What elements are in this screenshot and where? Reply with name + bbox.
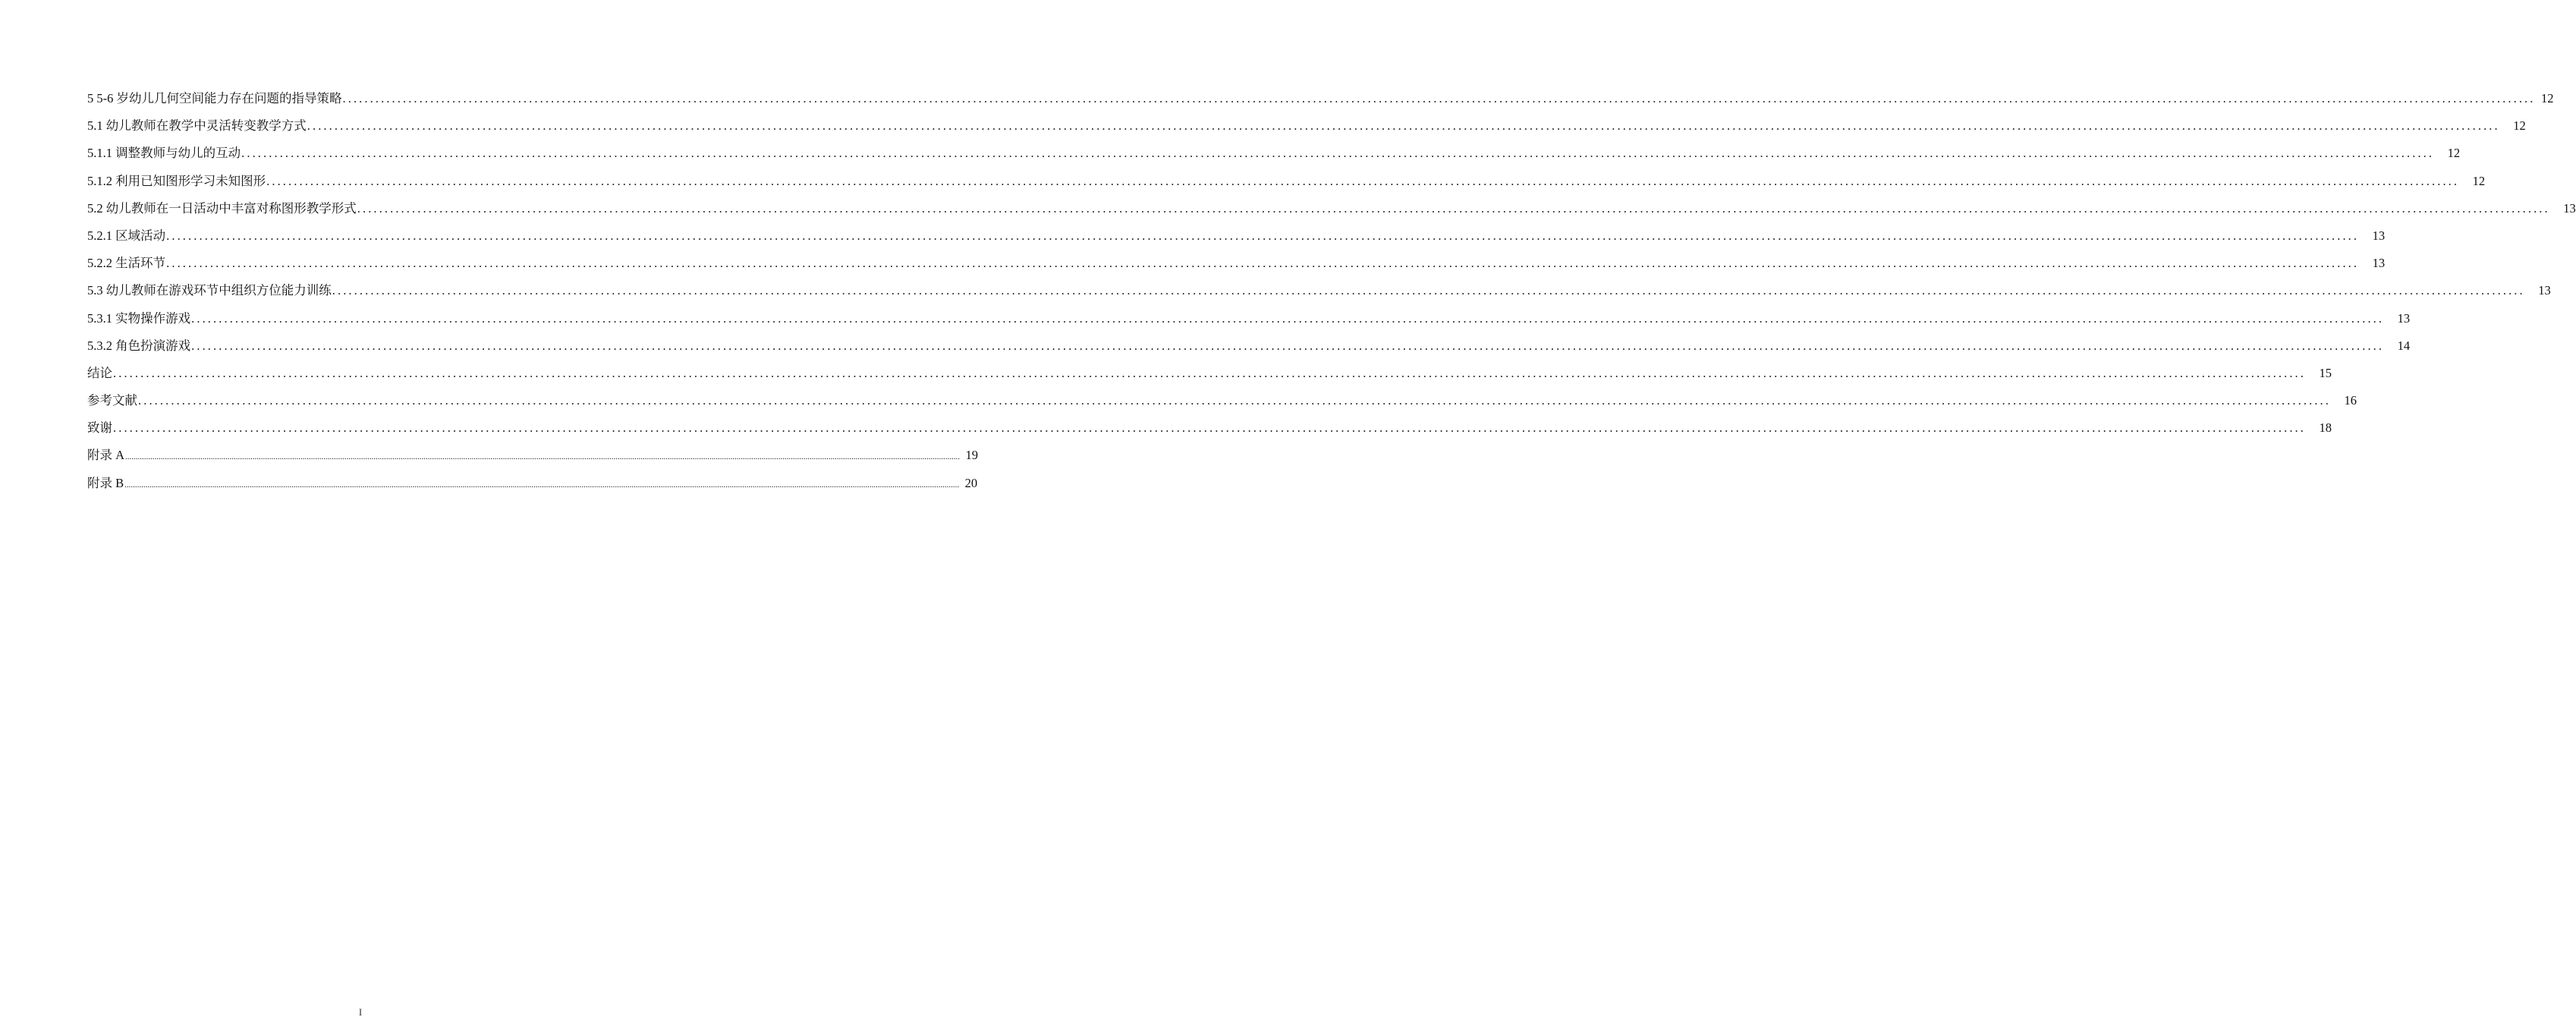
toc-entry-page-number: 13	[2563, 200, 2576, 216]
toc-leader-dots: ................................................................................................................................................................................................................................................................................................................................................................................................................	[138, 393, 2331, 408]
toc-leader-dots: ................................................................................................................................................................................................................................................................................................................................................................................................................	[357, 200, 2550, 216]
toc-entry[interactable]	[87, 144, 2461, 172]
toc-entry-title: 结论	[87, 365, 112, 380]
toc-leader-dots: ................................................................................................................................................................................................................................................................................................................................................................................................................	[125, 452, 961, 462]
toc-entry-page-number: 13	[2372, 228, 2386, 243]
toc-leader-dots: ................................................................................................................................................................................................................................................................................................................................................................................................................	[113, 365, 2306, 380]
toc-leader-dots: ................................................................................................................................................................................................................................................................................................................................................................................................................	[307, 118, 2500, 134]
toc-entry-page-number: 12	[2447, 146, 2461, 161]
toc-entry-page-number: 15	[2319, 365, 2332, 380]
toc-entry[interactable]	[87, 117, 2526, 144]
toc-leader-dots: ................................................................................................................................................................................................................................................................................................................................................................................................................	[124, 480, 960, 490]
toc-entry-page-number: 14	[2397, 338, 2411, 353]
toc-entry[interactable]	[87, 392, 2357, 419]
toc-leader-dots: ................................................................................................................................................................................................................................................................................................................................................................................................................	[266, 173, 2460, 188]
toc-entry[interactable]	[87, 172, 2486, 200]
toc-entry[interactable]	[87, 364, 2332, 392]
toc-entry-title: 5.3.1 实物操作游戏	[87, 310, 191, 326]
toc-entry[interactable]	[87, 446, 979, 474]
toc-entry[interactable]	[87, 474, 978, 502]
toc-entry-title: 致谢	[87, 420, 112, 436]
toc-entry-title: 5.1 幼儿教师在教学中灵活转变教学方式	[87, 118, 307, 134]
toc-entry-title: 5.1.2 利用已知图形学习未知图形	[87, 173, 266, 188]
toc-entry-title: 5 5-6 岁幼儿几何空间能力存在问题的指导策略	[87, 91, 342, 105]
toc-entry-page-number: 13	[2397, 310, 2411, 326]
toc-leader-dots: ................................................................................................................................................................................................................................................................................................................................................................................................................	[332, 283, 2525, 298]
toc-entry[interactable]	[87, 337, 2411, 364]
toc-entry-page-number: 13	[2372, 256, 2386, 271]
toc-entry-page-number: 19	[965, 448, 979, 463]
toc-leader-dots: ................................................................................................................................................................................................................................................................................................................................................................................................................	[166, 228, 2360, 243]
toc-entry-title: 参考文献	[87, 393, 137, 408]
toc-entry[interactable]	[87, 419, 2332, 446]
toc-entry-page-number: 12	[2472, 173, 2486, 188]
toc-leader-dots: ................................................................................................................................................................................................................................................................................................................................................................................................................	[113, 420, 2306, 436]
toc-entry-title: 5.2.2 生活环节	[87, 256, 166, 271]
toc-entry[interactable]	[87, 227, 2386, 254]
toc-entry-title: 5.3 幼儿教师在游戏环节中组织方位能力训练	[87, 283, 332, 298]
toc-entry-title: 5.2.1 区域活动	[87, 228, 166, 243]
page-footer-number: I	[358, 1006, 363, 1018]
toc-entry-page-number: 18	[2319, 420, 2332, 436]
toc-entry[interactable]	[87, 310, 2411, 337]
toc-entry-title: 5.1.1 调整教师与幼儿的互动	[87, 146, 241, 161]
toc-leader-dots: ................................................................................................................................................................................................................................................................................................................................................................................................................	[241, 146, 2435, 161]
toc-entry[interactable]	[87, 254, 2386, 282]
toc-leader-dots: ................................................................................................................................................................................................................................................................................................................................................................................................................	[342, 91, 2536, 105]
toc-entry-title: 5.3.2 角色扮演游戏	[87, 338, 191, 353]
toc-entry-page-number: 20	[964, 475, 978, 490]
toc-leader-dots: ................................................................................................................................................................................................................................................................................................................................................................................................................	[191, 338, 2385, 353]
toc-leader-dots: ................................................................................................................................................................................................................................................................................................................................................................................................................	[166, 256, 2360, 271]
toc-entry-page-number: 13	[2538, 283, 2551, 298]
toc-entry[interactable]	[87, 282, 2551, 309]
toc-entry-title: 5.2 幼儿教师在一日活动中丰富对称图形教学形式	[87, 200, 357, 216]
toc-entry[interactable]	[87, 90, 2554, 117]
toc-entry-title: 附录 A	[87, 448, 125, 463]
toc-entry-title: 附录 B	[87, 475, 124, 490]
toc-entry-page-number: 12	[2513, 118, 2526, 134]
toc-entry-page-number: 16	[2344, 393, 2357, 408]
table-of-contents	[87, 90, 2576, 502]
toc-entry-page-number: 12	[2541, 91, 2554, 105]
toc-leader-dots: ................................................................................................................................................................................................................................................................................................................................................................................................................	[191, 310, 2385, 326]
toc-entry[interactable]	[87, 200, 2576, 227]
